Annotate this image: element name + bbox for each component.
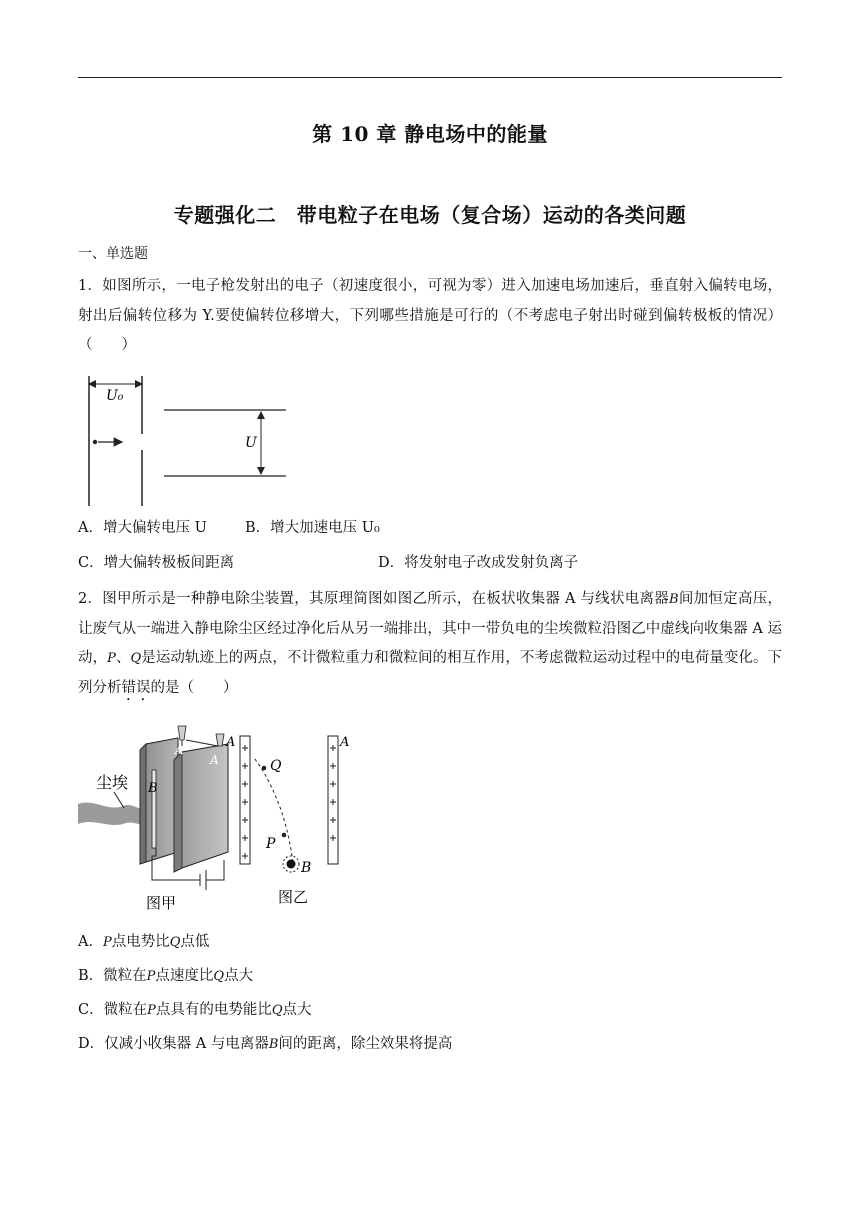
- label-b-right: B: [301, 860, 312, 876]
- q1-option-c: C．增大偏转极板间距离: [78, 555, 235, 571]
- question-2-text: 2．图甲所示是一种静电除尘装置，其原理简图如图乙所示，在板状收集器 A 与线状电离器B间加恒定高压，让废气从一端进入静电除尘区经过净化后从另一端排出，其中一带负电的尘埃微粒沿图乙中虚线向收集器 A 运动，P、Q是运动轨迹上的两点，不计微粒重力和微粒间的相互作用，不考虑微粒运动过程中的电荷量变化。下列分析错误的是（ ）: [78, 591, 783, 696]
- label-u: U: [245, 435, 257, 451]
- q2-option-d: D．仅减小收集器 A 与电离器B间的距离，除尘效果将提高: [78, 1036, 453, 1052]
- label-a-1: A: [175, 743, 184, 757]
- q2-option-a: A．P点电势比Q点低: [78, 934, 210, 950]
- var-p: P: [107, 651, 116, 666]
- header-rule: [78, 77, 782, 78]
- dust-stream: [78, 802, 150, 826]
- question-1-figure: [84, 374, 294, 510]
- label-fig-a: 图甲: [146, 894, 177, 912]
- q1-option-b: B．增大加速电压 U₀: [245, 520, 380, 536]
- electron-dot: [93, 440, 97, 444]
- page-subtitle: 专题强化二 带电粒子在电场（复合场）运动的各类问题: [173, 203, 687, 227]
- label-fig-b: 图乙: [278, 888, 309, 906]
- chapter-title: 第 10 章 静电场中的能量: [312, 122, 548, 146]
- var-q: Q: [130, 651, 142, 666]
- question-1-text: 1．如图所示，一电子枪发射出的电子（初速度很小，可视为零）进入加速电场加速后，垂直射入偏转电场，射出后偏转位移为 Y.要使偏转位移增大，下列哪些措施是可行的（不考虑电子射出时碰到偏转极板的情况）（ ）: [78, 278, 782, 353]
- label-a-2: A: [210, 753, 219, 767]
- label-p: P: [266, 836, 276, 852]
- label-b-left: B: [148, 781, 158, 796]
- emphasis-wrong: 错误: [121, 679, 151, 696]
- label-q: Q: [270, 758, 282, 774]
- point-p: [282, 833, 287, 838]
- label-dust: 尘埃: [96, 773, 129, 792]
- label-a-4: A: [340, 735, 350, 750]
- var-b: B: [669, 592, 679, 607]
- label-a-3: A: [226, 735, 236, 750]
- q2-option-c: C．微粒在P点具有的电势能比Q点大: [78, 1002, 312, 1018]
- question-2-figure: [78, 722, 368, 912]
- point-q: [262, 766, 267, 771]
- label-u0: U₀: [106, 388, 124, 404]
- q2-option-b: B．微粒在P点速度比Q点大: [78, 968, 254, 984]
- section-title: 一、单选题: [78, 246, 148, 262]
- q1-option-d: D．将发射电子改成发射负离子: [378, 555, 579, 571]
- q1-option-a: A．增大偏转电压 U: [78, 520, 207, 536]
